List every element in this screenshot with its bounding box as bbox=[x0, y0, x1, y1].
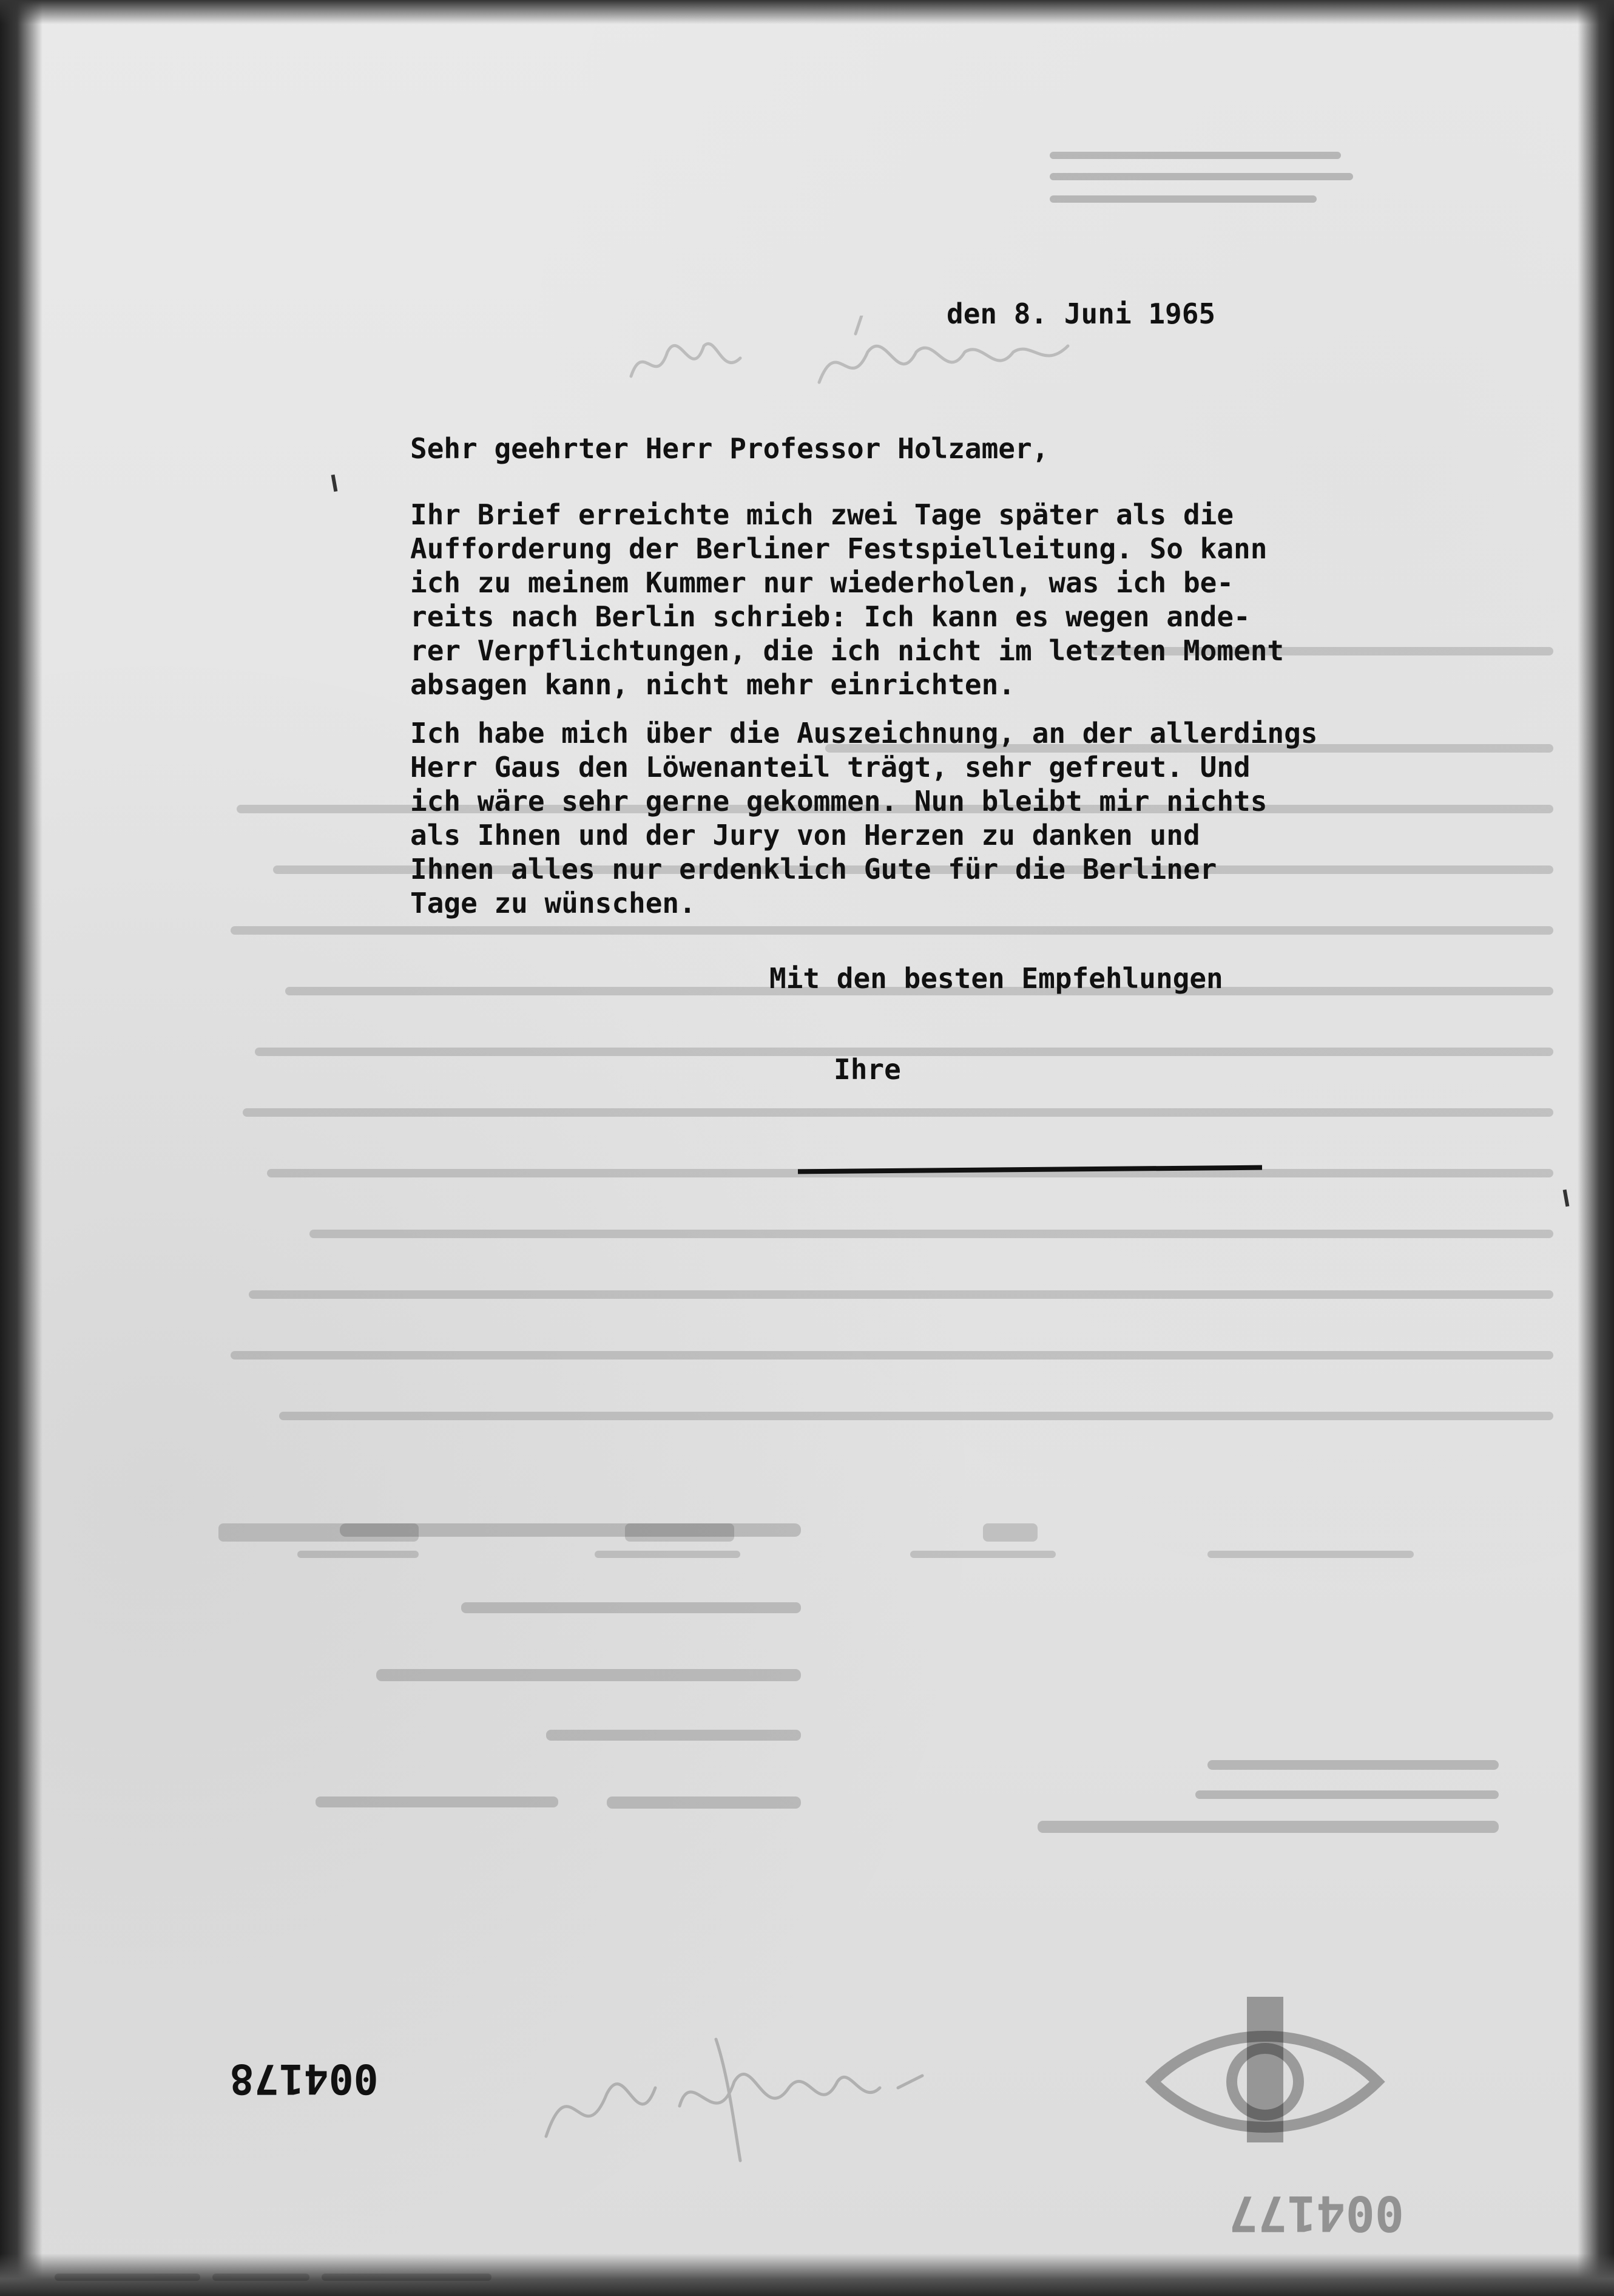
broadcaster-logo bbox=[1141, 1985, 1389, 2179]
scan-bottom-noise bbox=[55, 2269, 540, 2287]
letterhead-address-bleed bbox=[1044, 146, 1371, 218]
paragraph-line: Ihnen alles nur erdenklich Gute für die Berliner bbox=[410, 853, 1217, 886]
paragraph-line: Aufforderung der Berliner Festspielleitung. So kann bbox=[410, 532, 1268, 565]
letter-closing: Mit den besten Empfehlungen bbox=[769, 962, 1223, 995]
letter-paragraph-1 bbox=[410, 498, 1284, 702]
paragraph-line: rer Verpflichtungen, die ich nicht im letzten Moment bbox=[410, 634, 1285, 667]
margin-tick-mark bbox=[331, 475, 338, 492]
paragraph-line: Tage zu wünschen. bbox=[410, 887, 696, 919]
paragraph-line: reits nach Berlin schrieb: Ich kann es wegen ande- bbox=[410, 600, 1251, 633]
scan-edge-right bbox=[1578, 0, 1614, 2296]
margin-tick-mark bbox=[1563, 1190, 1570, 1207]
paragraph-line: ich zu meinem Kummer nur wiederholen, was ich be- bbox=[410, 566, 1234, 599]
archive-reference-number: 004178 bbox=[229, 2054, 379, 2102]
letter-date: den 8. Juni 1965 bbox=[947, 297, 1216, 330]
handwritten-scribble bbox=[534, 2015, 971, 2173]
letter-paragraph-2 bbox=[410, 716, 1318, 920]
bleed-through-letterhead bbox=[1032, 1748, 1505, 1857]
paragraph-line: als Ihnen und der Jury von Herzen zu danken und bbox=[410, 819, 1200, 852]
paragraph-line: absagen kann, nicht mehr einrichten. bbox=[410, 668, 1015, 701]
paragraph-line: Ich habe mich über die Auszeichnung, an der allerdings bbox=[410, 717, 1318, 750]
bleed-through-reference-row bbox=[200, 1517, 1414, 1572]
paragraph-line: Herr Gaus den Löwenanteil trägt, sehr gefreut. Und bbox=[410, 751, 1251, 784]
paragraph-line: ich wäre sehr gerne gekommen. Nun bleibt mir nichts bbox=[410, 785, 1268, 818]
letter-salutation: Sehr geehrter Herr Professor Holzamer, bbox=[410, 432, 1049, 465]
scan-edge-left bbox=[0, 0, 42, 2296]
archive-reference-number-ghost: 004177 bbox=[1229, 2185, 1404, 2241]
scan-edge-top bbox=[0, 0, 1614, 24]
paragraph-line: Ihr Brief erreichte mich zwei Tage später als die bbox=[410, 498, 1234, 531]
letter-signoff: Ihre bbox=[834, 1053, 901, 1086]
